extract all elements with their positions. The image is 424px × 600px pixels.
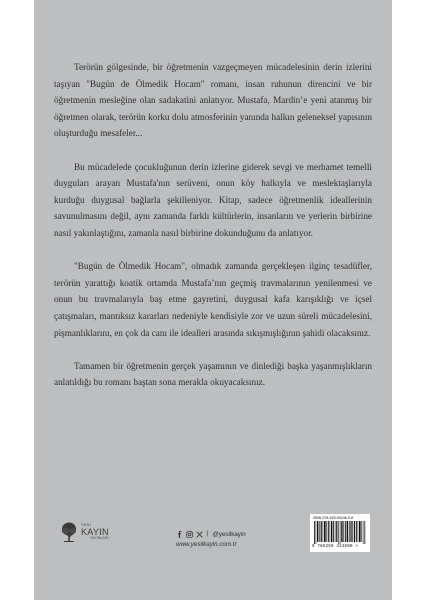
- facebook-icon: [176, 531, 183, 538]
- publisher-social: [176, 530, 286, 549]
- instagram-icon: [186, 531, 193, 538]
- logo-sub-text: YAYINLARI: [89, 535, 109, 540]
- blurb-paragraph-4: Tamamen bir öğretmenin gerçek yaşamının ve dinlediği başka yaşanmışlıkların anlatıldığı bu romanı baştan sona merakla okuyacaksınız.: [54, 360, 372, 388]
- isbn-barcode: [310, 514, 370, 552]
- publisher-logo: [61, 518, 117, 546]
- isbn-label: ISBN 978-625-93246-9-8: [313, 516, 354, 520]
- social-separator: |: [207, 531, 209, 537]
- tree-icon: [61, 521, 77, 543]
- publisher-website: www.yesilkayin.com.tr: [176, 541, 237, 548]
- social-handle: @yesilkayin: [212, 531, 246, 538]
- logo-brand-text: KAYIN: [81, 526, 109, 537]
- x-icon: [196, 531, 203, 538]
- barcode-digits: 9 786259 324698 >: [312, 545, 359, 549]
- social-row: [176, 530, 286, 539]
- blurb-paragraph-1: Terörün gölgesinde, bir öğretmenin vazgeçmeyen mücadelesinin derin izlerini taşıyan "Bugün de Ölmedik Hocam" romanı, insan ruhunun direncini ve bir öğretmenin mesleğine olan sadakatini anlatıyor. Mustafa, Mardin’e yeni atanmış bir öğretmen olarak, terörün korku dolu atmosferinin yanında halkın geleneksel yapısının oluşturduğu mesafeler...: [54, 62, 372, 139]
- back-cover-blurb: [54, 59, 372, 391]
- logo-small-text: YENİ: [81, 523, 91, 528]
- blurb-paragraph-2: Bu mücadelede çocukluğunun derin izlerine giderek sevgi ve merhamet temelli duyguları arayan Mustafa'nın serüveni, onun köy halkıyla ve meslektaşlarıyla kurduğu duygusal bağlarla şekilleniyor. Kitap, sadece öğretmenlik ideallerinin savunulmasını değil, aynı zamanda farklı kültürlerin, insanların ve yerlerin birbirine nasıl yakınlaştığını, zamanla nasıl birbirine dokunduğunu da anlatıyor.: [54, 161, 372, 238]
- barcode-bars: [314, 521, 366, 544]
- blurb-paragraph-3: "Bugün de Ölmedik Hocam", olmadık zamanda gerçekleşen ilginç tesadüfler, terörün yarattığı koatik ortamda Mustafa’nın geçmiş travmalarının yenilenmesi ve onun bu travmalarıyla baş etme gayretini, duygusal kafa karışıklığı ve içsel çatışmaları, mantıksız kararları nedeniyle kendisiyle zor ve uzun süreli mücadelesini, pişmanlıklarını, en çok da canı ile idealleri arasında sıkışmışlığının şahidi olacaksınız.: [54, 261, 372, 338]
